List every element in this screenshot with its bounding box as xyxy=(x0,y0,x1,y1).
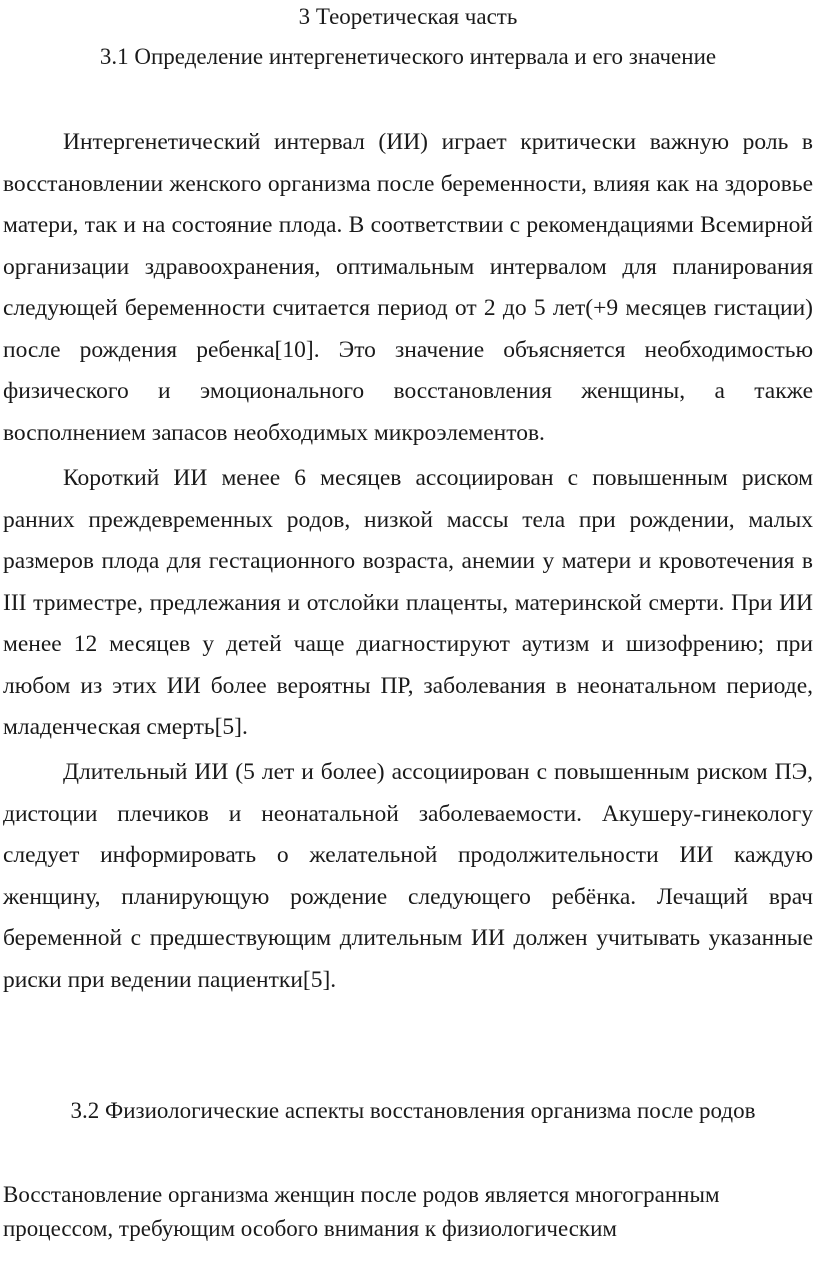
section-title-3-2: 3.2 Физиологические аспекты восстановления организма после родов xyxy=(70,1098,756,1123)
section-title-3-1: 3.1 Определение интергенетического интервала и его значение xyxy=(99,44,717,69)
paragraph-recovery: Восстановление организма женщин после родов является многогранным процессом, требующим особого внимания к физиологическим xyxy=(3,1182,720,1241)
paragraph-definition: Интергенетический интервал (ИИ) играет критически важную роль в восстановлении женского организма после беременности, влияя как на здоровье матери, так и на состояние плода. В соответствии с рекомендациями Всемирной организации здравоохранения, оптимальным интервалом для планирования следующей беременности считается период от 2 до 5 лет(+9 месяцев гистации) после рождения ребенка[10]. Это значение объясняется необходимостью физического и эмоционального восстановления женщины, а также восполнением запасов необходимых микроэлементов. xyxy=(3,129,813,446)
part-title: 3 Теоретическая часть xyxy=(298,4,518,29)
paragraph-short-interval: Короткий ИИ менее 6 месяцев ассоциирован с повышенным риском ранних преждевременных родов, низкой массы тела при рождении, малых размеров плода для гестационного возраста, анемии у матери и кровотечения в III триместре, предлежания и отслойки плаценты, материнской смерти. При ИИ менее 12 месяцев у детей чаще диагностируют аутизм и шизофрению; при любом из этих ИИ более вероятны ПР, заболевания в неонатальном периоде, младенческая смерть[5]. xyxy=(3,465,813,740)
paragraph-long-interval: Длительный ИИ (5 лет и более) ассоциирован с повышенным риском ПЭ, дистоции плечиков и неонатальной заболеваемости. Акушеру-гинекологу следует информировать о желательной продолжительности ИИ каждую женщину, планирующую рождение следующего ребёнка. Лечащий врач беременной с предшествующим длительным ИИ должен учитывать указанные риски при ведении пациентки[5]. xyxy=(3,759,813,993)
